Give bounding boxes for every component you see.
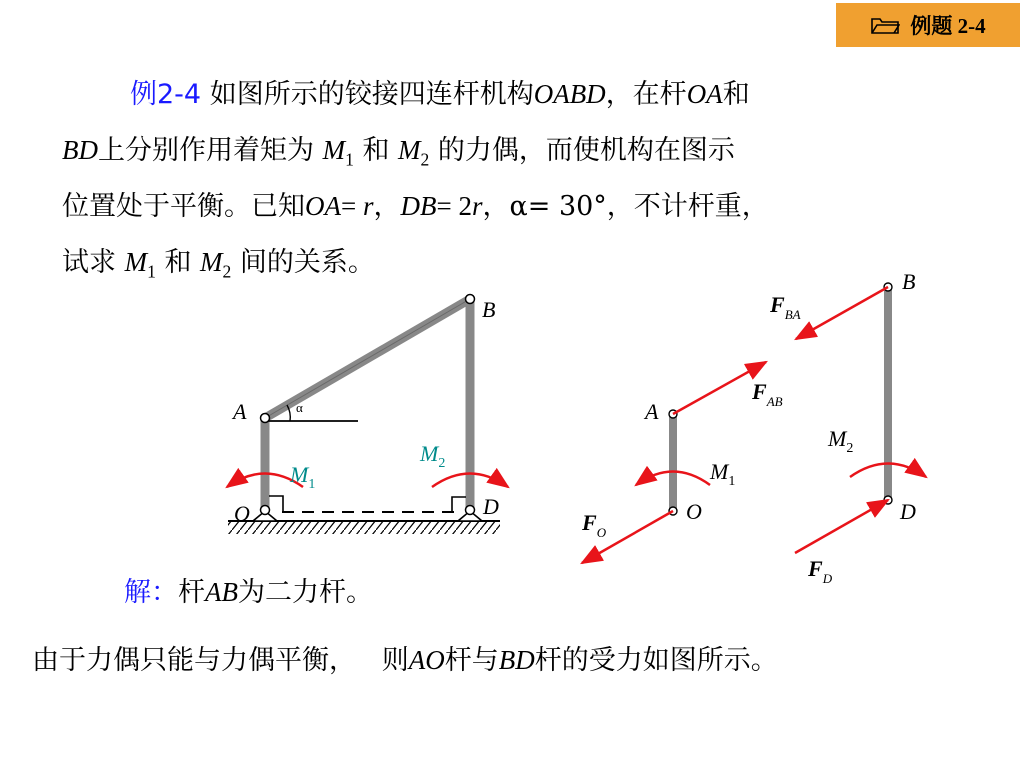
problem-number: 例2-4	[130, 79, 202, 110]
label-d-right: D	[900, 499, 916, 524]
label-m1-right: $M_1$	[710, 459, 736, 489]
problem-line-3: 位置处于平衡。已知OA= r，DB= 2r，α= 30°，不计杆重，	[62, 191, 769, 222]
joint-d	[466, 506, 475, 515]
label-b-left: B	[482, 297, 496, 322]
right-angle-mark-d	[452, 497, 466, 512]
problem-line-2: BD上分别作用着矩为 $M_1$ 和 $M_2$ 的力偶，而使机构在图示	[62, 135, 735, 170]
solution-line: 解：杆AB为二力杆。	[124, 577, 373, 608]
label-fd: $F_D$	[808, 556, 833, 586]
problem-line-4: 试求 $M_1$ 和 $M_2$ 间的关系。	[62, 247, 375, 282]
joint-a	[261, 414, 270, 423]
force-fba-arrow	[796, 287, 888, 339]
solution-lead: 解：	[124, 577, 178, 608]
label-fab: $F_{AB}$	[752, 379, 783, 409]
joint-o	[261, 506, 270, 515]
right-angle-mark-o	[269, 496, 283, 512]
label-m2-right: $M_2$	[828, 426, 854, 456]
label-o-left: O	[234, 501, 250, 526]
problem-line-1: 例2-4 如图所示的铰接四连杆机构OABD，在杆OA和	[130, 79, 750, 110]
label-d-left: D	[483, 494, 499, 519]
free-body-figure	[581, 269, 926, 586]
ground-hatch	[228, 522, 500, 534]
label-a-right: A	[645, 399, 659, 424]
conclusion-line: 由于力偶只能与力偶平衡， 则AO杆与BD杆的受力如图所示。	[32, 645, 778, 676]
example-badge-label: 例题 2-4	[910, 14, 986, 38]
label-fo: $F_O$	[582, 510, 607, 540]
force-fd-arrow	[795, 500, 888, 553]
label-m1-left: $M_1$	[290, 462, 316, 492]
label-fba: $F_{BA}$	[770, 292, 801, 322]
joint-b	[466, 295, 475, 304]
label-m2-left: $M_2$	[420, 441, 446, 471]
label-a-left: A	[233, 399, 247, 424]
label-o-right: O	[686, 499, 702, 524]
label-b-right: B	[902, 269, 916, 294]
alpha-label: α	[296, 400, 303, 415]
linkage-figure	[227, 295, 508, 535]
